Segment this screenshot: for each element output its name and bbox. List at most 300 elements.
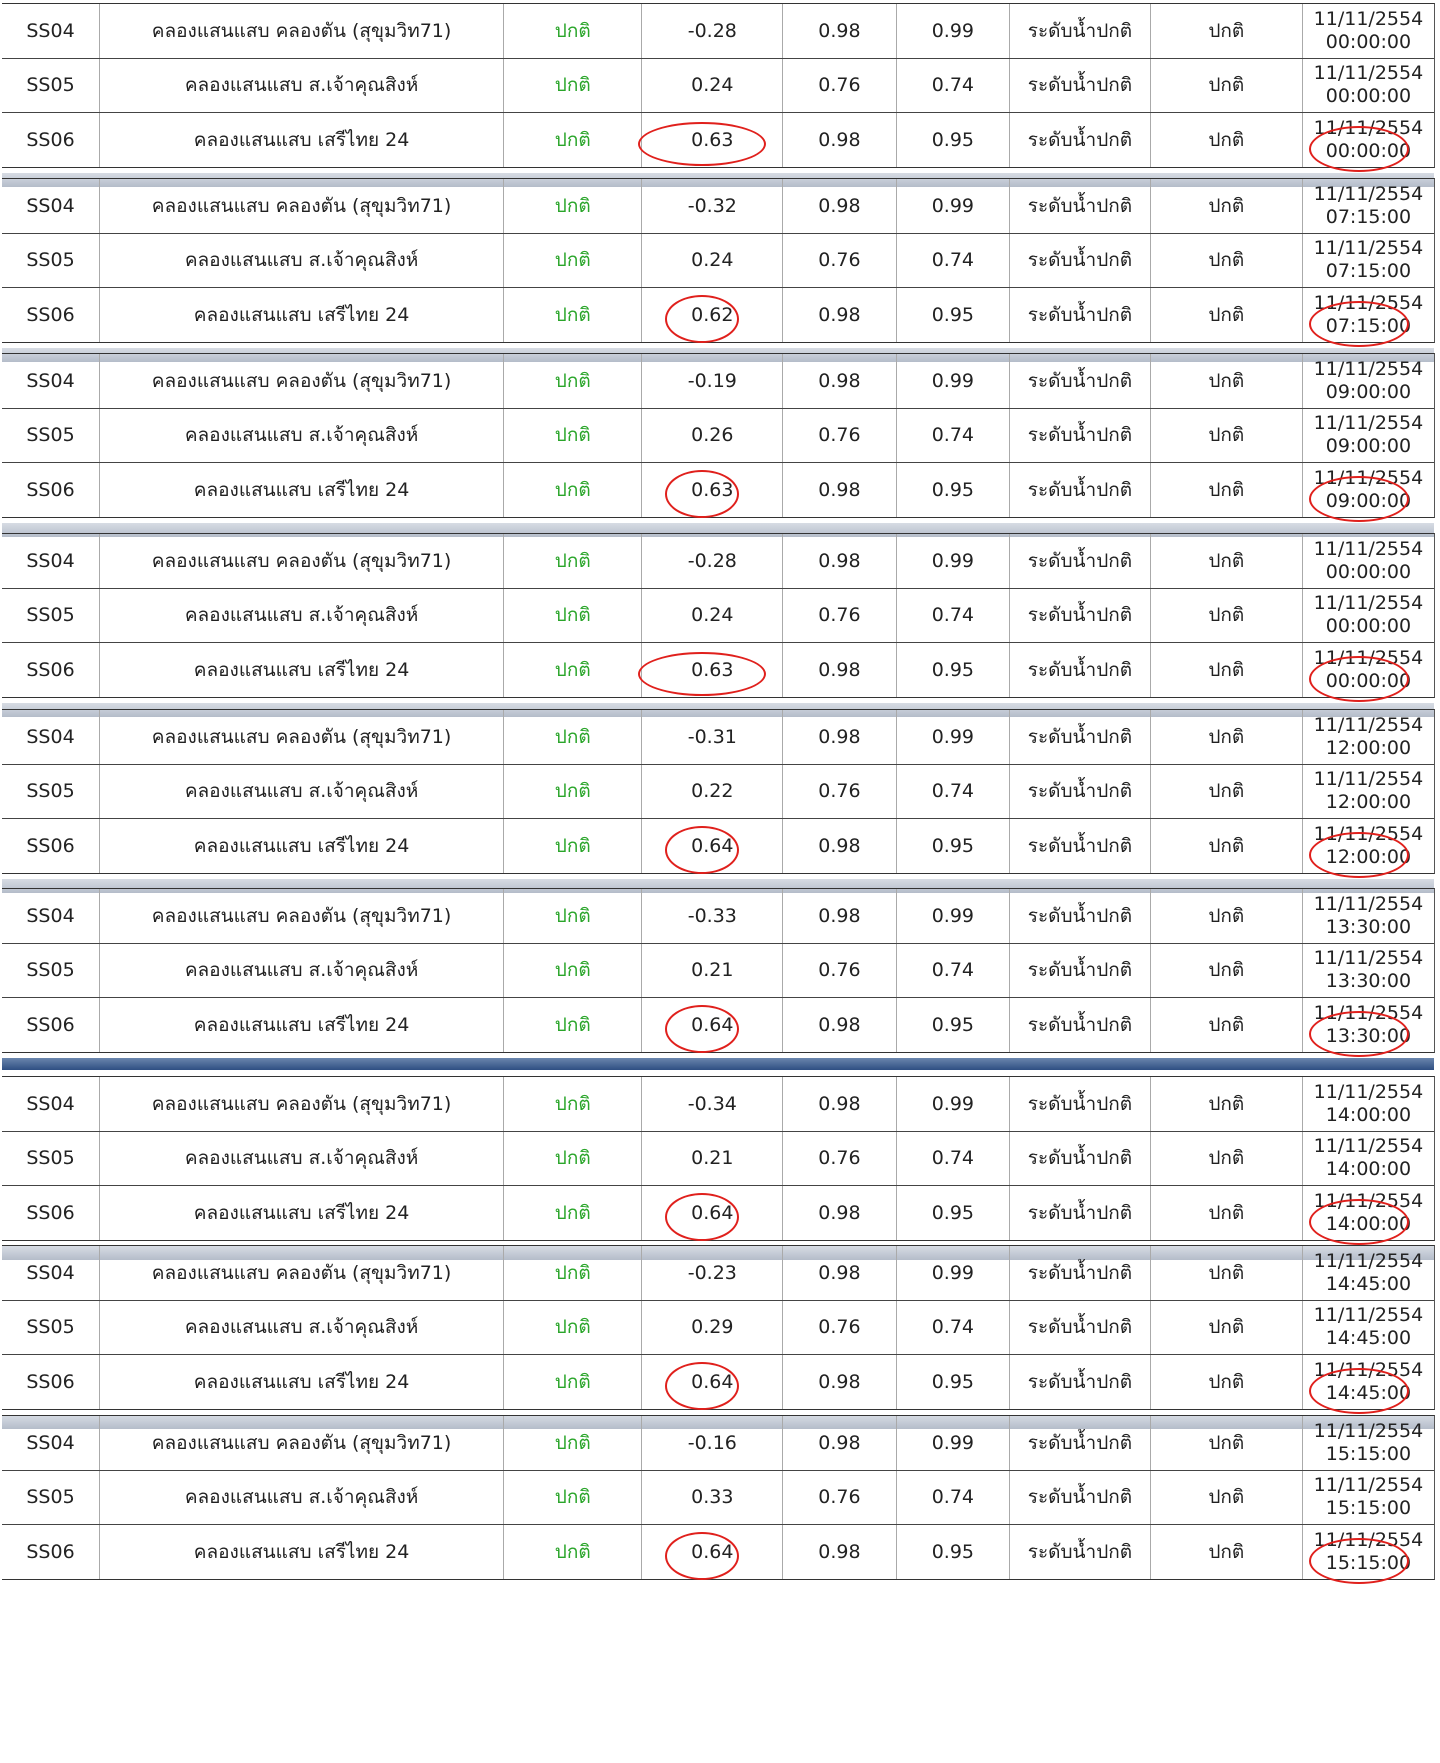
bank-level-b-cell: 0.74 <box>896 408 1009 463</box>
table-row <box>2 1077 1434 1131</box>
station-name-cell: คลองแสนแสบ ส.เจ้าคุณสิงห์ <box>100 1470 504 1525</box>
table-row <box>2 643 1434 697</box>
timestamp-time: 12:00:00 <box>1325 736 1412 759</box>
bank-level-b-cell: 0.95 <box>896 1525 1009 1579</box>
overall-status-cell: ปกติ <box>1150 1525 1302 1579</box>
table-row <box>2 58 1434 113</box>
overall-status-cell: ปกติ <box>1150 288 1302 342</box>
snapshot-table <box>2 1076 1435 1241</box>
station-status-cell: ปกติ <box>504 819 642 873</box>
table-row <box>2 1470 1434 1525</box>
station-code-cell: SS06 <box>2 1525 100 1579</box>
timestamp-cell <box>1302 354 1434 408</box>
station-code-cell: SS06 <box>2 113 100 167</box>
water-level-cell: -0.28 <box>642 4 783 58</box>
bank-level-b-cell: 0.95 <box>896 643 1009 697</box>
timestamp-time: 00:00:00 <box>1325 30 1412 53</box>
timestamp-date: 11/11/2554 <box>1313 592 1424 615</box>
timestamp-cell <box>1302 1131 1434 1186</box>
water-level-cell: -0.34 <box>642 1077 783 1131</box>
water-level-cell: 0.26 <box>642 408 783 463</box>
water-state-cell: ระดับน้ำปกติ <box>1010 288 1151 342</box>
timestamp-date: 11/11/2554 <box>1313 1419 1424 1442</box>
water-state-cell: ระดับน้ำปกติ <box>1010 998 1151 1052</box>
timestamp-cell <box>1302 113 1434 167</box>
timestamp-cell <box>1302 463 1434 517</box>
water-level-cell: 0.24 <box>642 233 783 288</box>
water-level-cell: 0.33 <box>642 1470 783 1525</box>
snapshot-table <box>2 709 1435 874</box>
station-name-cell: คลองแสนแสบ ส.เจ้าคุณสิงห์ <box>100 408 504 463</box>
station-name-cell: คลองแสนแสบ เสรีไทย 24 <box>100 1355 504 1409</box>
station-status-cell: ปกติ <box>504 998 642 1052</box>
station-name-cell: คลองแสนแสบ ส.เจ้าคุณสิงห์ <box>100 764 504 819</box>
bank-level-a-cell: 0.98 <box>783 288 896 342</box>
bank-level-b-cell: 0.99 <box>896 4 1009 58</box>
bank-level-b-cell: 0.95 <box>896 819 1009 873</box>
bank-level-a-cell: 0.76 <box>783 1300 896 1355</box>
timestamp-time: 14:00:00 <box>1325 1212 1412 1235</box>
overall-status-cell: ปกติ <box>1150 1300 1302 1355</box>
timestamp-date: 11/11/2554 <box>1313 1358 1424 1381</box>
water-level-cell: -0.23 <box>642 1246 783 1300</box>
bank-level-b-cell: 0.74 <box>896 1131 1009 1186</box>
timestamp-cell <box>1302 408 1434 463</box>
overall-status-cell: ปกติ <box>1150 710 1302 764</box>
bank-level-b-cell: 0.95 <box>896 113 1009 167</box>
overall-status-cell: ปกติ <box>1150 588 1302 643</box>
timestamp-cell <box>1302 1246 1434 1300</box>
bank-level-a-cell: 0.76 <box>783 588 896 643</box>
station-code-cell: SS06 <box>2 998 100 1052</box>
table-row <box>2 534 1434 588</box>
station-status-cell: ปกติ <box>504 1077 642 1131</box>
station-code-cell: SS06 <box>2 819 100 873</box>
station-status-cell: ปกติ <box>504 764 642 819</box>
table-row <box>2 943 1434 998</box>
bank-level-b-cell: 0.95 <box>896 1355 1009 1409</box>
overall-status-cell: ปกติ <box>1150 1077 1302 1131</box>
bank-level-a-cell: 0.98 <box>783 4 896 58</box>
station-code-cell: SS05 <box>2 408 100 463</box>
timestamp-time: 07:15:00 <box>1325 260 1412 283</box>
water-state-cell: ระดับน้ำปกติ <box>1010 113 1151 167</box>
timestamp-cell <box>1302 1355 1434 1409</box>
bank-level-a-cell: 0.76 <box>783 408 896 463</box>
timestamp-date: 11/11/2554 <box>1313 116 1424 139</box>
timestamp-time: 09:00:00 <box>1325 489 1412 512</box>
bank-level-b-cell: 0.74 <box>896 764 1009 819</box>
station-code-cell: SS04 <box>2 1246 100 1300</box>
water-level-cell: 0.24 <box>642 588 783 643</box>
overall-status-cell: ปกติ <box>1150 819 1302 873</box>
station-code-cell: SS05 <box>2 1470 100 1525</box>
timestamp-cell <box>1302 588 1434 643</box>
station-name-cell: คลองแสนแสบ ส.เจ้าคุณสิงห์ <box>100 1300 504 1355</box>
station-code-cell: SS06 <box>2 463 100 517</box>
station-code-cell: SS04 <box>2 534 100 588</box>
table-row <box>2 179 1434 233</box>
timestamp-time: 00:00:00 <box>1325 139 1412 162</box>
overall-status-cell: ปกติ <box>1150 1246 1302 1300</box>
table-row <box>2 354 1434 408</box>
overall-status-cell: ปกติ <box>1150 463 1302 517</box>
station-status-cell: ปกติ <box>504 1186 642 1240</box>
water-state-cell: ระดับน้ำปกติ <box>1010 1186 1151 1240</box>
timestamp-date: 11/11/2554 <box>1313 1135 1424 1158</box>
timestamp-time: 12:00:00 <box>1325 791 1412 814</box>
station-code-cell: SS06 <box>2 288 100 342</box>
timestamp-date: 11/11/2554 <box>1313 1249 1424 1272</box>
timestamp-time: 14:45:00 <box>1325 1381 1412 1404</box>
bank-level-a-cell: 0.98 <box>783 354 896 408</box>
station-code-cell: SS04 <box>2 4 100 58</box>
station-code-cell: SS04 <box>2 179 100 233</box>
water-level-cell: 0.64 <box>642 1355 783 1409</box>
timestamp-date: 11/11/2554 <box>1313 1189 1424 1212</box>
timestamp-cell <box>1302 1077 1434 1131</box>
overall-status-cell: ปกติ <box>1150 1416 1302 1470</box>
water-state-cell: ระดับน้ำปกติ <box>1010 1131 1151 1186</box>
timestamp-date: 11/11/2554 <box>1313 237 1424 260</box>
overall-status-cell: ปกติ <box>1150 1355 1302 1409</box>
timestamp-time: 00:00:00 <box>1325 615 1412 638</box>
snapshot-table <box>2 178 1435 343</box>
timestamp-time: 15:15:00 <box>1325 1551 1412 1574</box>
timestamp-date: 11/11/2554 <box>1313 1304 1424 1327</box>
bank-level-a-cell: 0.98 <box>783 1077 896 1131</box>
station-name-cell: คลองแสนแสบ คลองตัน (สุขุมวิท71) <box>100 4 504 58</box>
bank-level-b-cell: 0.74 <box>896 58 1009 113</box>
station-name-cell: คลองแสนแสบ คลองตัน (สุขุมวิท71) <box>100 1077 504 1131</box>
water-state-cell: ระดับน้ำปกติ <box>1010 1525 1151 1579</box>
bank-level-a-cell: 0.76 <box>783 233 896 288</box>
overall-status-cell: ปกติ <box>1150 943 1302 998</box>
timestamp-cell <box>1302 1525 1434 1579</box>
station-name-cell: คลองแสนแสบ ส.เจ้าคุณสิงห์ <box>100 58 504 113</box>
snapshot-table <box>2 533 1435 698</box>
bank-level-a-cell: 0.76 <box>783 764 896 819</box>
timestamp-time: 14:00:00 <box>1325 1103 1412 1126</box>
timestamp-time: 13:30:00 <box>1325 970 1412 993</box>
bank-level-b-cell: 0.74 <box>896 233 1009 288</box>
overall-status-cell: ปกติ <box>1150 233 1302 288</box>
bank-level-b-cell: 0.99 <box>896 1246 1009 1300</box>
timestamp-cell <box>1302 58 1434 113</box>
water-state-cell: ระดับน้ำปกติ <box>1010 58 1151 113</box>
timestamp-time: 12:00:00 <box>1325 845 1412 868</box>
table-row <box>2 764 1434 819</box>
station-status-cell: ปกติ <box>504 58 642 113</box>
bank-level-b-cell: 0.99 <box>896 1416 1009 1470</box>
water-state-cell: ระดับน้ำปกติ <box>1010 233 1151 288</box>
table-row <box>2 889 1434 943</box>
timestamp-date: 11/11/2554 <box>1313 537 1424 560</box>
timestamp-date: 11/11/2554 <box>1313 62 1424 85</box>
bank-level-b-cell: 0.74 <box>896 943 1009 998</box>
water-level-cell: 0.63 <box>642 643 783 697</box>
station-name-cell: คลองแสนแสบ ส.เจ้าคุณสิงห์ <box>100 588 504 643</box>
water-level-cell: 0.21 <box>642 1131 783 1186</box>
water-level-cell: 0.29 <box>642 1300 783 1355</box>
bank-level-a-cell: 0.76 <box>783 1470 896 1525</box>
snapshot-table <box>2 1245 1435 1410</box>
water-state-cell: ระดับน้ำปกติ <box>1010 1470 1151 1525</box>
overall-status-cell: ปกติ <box>1150 1186 1302 1240</box>
water-state-cell: ระดับน้ำปกติ <box>1010 408 1151 463</box>
station-code-cell: SS05 <box>2 588 100 643</box>
water-level-cell: 0.21 <box>642 943 783 998</box>
station-code-cell: SS05 <box>2 764 100 819</box>
timestamp-time: 00:00:00 <box>1325 669 1412 692</box>
water-level-cell: 0.24 <box>642 58 783 113</box>
table-row <box>2 463 1434 517</box>
timestamp-time: 07:15:00 <box>1325 314 1412 337</box>
station-status-cell: ปกติ <box>504 643 642 697</box>
timestamp-date: 11/11/2554 <box>1313 713 1424 736</box>
timestamp-time: 13:30:00 <box>1325 915 1412 938</box>
station-status-cell: ปกติ <box>504 1131 642 1186</box>
overall-status-cell: ปกติ <box>1150 998 1302 1052</box>
station-code-cell: SS04 <box>2 1077 100 1131</box>
water-state-cell: ระดับน้ำปกติ <box>1010 1077 1151 1131</box>
station-status-cell: ปกติ <box>504 1300 642 1355</box>
station-status-cell: ปกติ <box>504 113 642 167</box>
station-name-cell: คลองแสนแสบ ส.เจ้าคุณสิงห์ <box>100 943 504 998</box>
block-separator <box>2 1058 1434 1070</box>
timestamp-time: 00:00:00 <box>1325 85 1412 108</box>
timestamp-date: 11/11/2554 <box>1313 822 1424 845</box>
timestamp-date: 11/11/2554 <box>1313 1474 1424 1497</box>
table-row <box>2 4 1434 58</box>
bank-level-b-cell: 0.74 <box>896 588 1009 643</box>
timestamp-cell <box>1302 819 1434 873</box>
overall-status-cell: ปกติ <box>1150 354 1302 408</box>
snapshot-table <box>2 1415 1435 1580</box>
bank-level-a-cell: 0.98 <box>783 998 896 1052</box>
timestamp-date: 11/11/2554 <box>1313 7 1424 30</box>
bank-level-a-cell: 0.98 <box>783 1355 896 1409</box>
water-state-cell: ระดับน้ำปกติ <box>1010 764 1151 819</box>
timestamp-cell <box>1302 179 1434 233</box>
water-level-cell: -0.33 <box>642 889 783 943</box>
timestamp-time: 14:00:00 <box>1325 1158 1412 1181</box>
timestamp-date: 11/11/2554 <box>1313 646 1424 669</box>
timestamp-cell <box>1302 233 1434 288</box>
bank-level-b-cell: 0.99 <box>896 710 1009 764</box>
snapshot-table <box>2 353 1435 518</box>
station-status-cell: ปกติ <box>504 463 642 517</box>
station-name-cell: คลองแสนแสบ เสรีไทย 24 <box>100 463 504 517</box>
water-state-cell: ระดับน้ำปกติ <box>1010 1416 1151 1470</box>
table-row <box>2 1131 1434 1186</box>
table-row <box>2 1355 1434 1409</box>
station-status-cell: ปกติ <box>504 534 642 588</box>
water-state-cell: ระดับน้ำปกติ <box>1010 588 1151 643</box>
station-code-cell: SS04 <box>2 889 100 943</box>
water-level-cell: 0.22 <box>642 764 783 819</box>
bank-level-b-cell: 0.95 <box>896 998 1009 1052</box>
water-level-cell: 0.64 <box>642 819 783 873</box>
bank-level-a-cell: 0.98 <box>783 534 896 588</box>
station-status-cell: ปกติ <box>504 179 642 233</box>
water-level-cell: 0.63 <box>642 463 783 517</box>
timestamp-date: 11/11/2554 <box>1313 412 1424 435</box>
timestamp-date: 11/11/2554 <box>1313 768 1424 791</box>
bank-level-a-cell: 0.98 <box>783 1246 896 1300</box>
bank-level-a-cell: 0.98 <box>783 710 896 764</box>
station-name-cell: คลองแสนแสบ เสรีไทย 24 <box>100 1525 504 1579</box>
bank-level-b-cell: 0.74 <box>896 1300 1009 1355</box>
water-state-cell: ระดับน้ำปกติ <box>1010 1246 1151 1300</box>
station-name-cell: คลองแสนแสบ คลองตัน (สุขุมวิท71) <box>100 889 504 943</box>
timestamp-date: 11/11/2554 <box>1313 1001 1424 1024</box>
bank-level-a-cell: 0.76 <box>783 1131 896 1186</box>
timestamp-cell <box>1302 534 1434 588</box>
water-state-cell: ระดับน้ำปกติ <box>1010 4 1151 58</box>
table-row <box>2 288 1434 342</box>
water-state-cell: ระดับน้ำปกติ <box>1010 889 1151 943</box>
station-status-cell: ปกติ <box>504 233 642 288</box>
station-code-cell: SS05 <box>2 233 100 288</box>
overall-status-cell: ปกติ <box>1150 408 1302 463</box>
table-row <box>2 408 1434 463</box>
bank-level-a-cell: 0.98 <box>783 1525 896 1579</box>
water-level-cell: 0.64 <box>642 1525 783 1579</box>
timestamp-time: 15:15:00 <box>1325 1442 1412 1465</box>
station-status-cell: ปกติ <box>504 1246 642 1300</box>
station-code-cell: SS04 <box>2 710 100 764</box>
timestamp-time: 14:45:00 <box>1325 1327 1412 1350</box>
bank-level-a-cell: 0.98 <box>783 113 896 167</box>
station-code-cell: SS04 <box>2 354 100 408</box>
timestamp-cell <box>1302 889 1434 943</box>
timestamp-cell <box>1302 643 1434 697</box>
bank-level-a-cell: 0.98 <box>783 819 896 873</box>
station-name-cell: คลองแสนแสบ เสรีไทย 24 <box>100 113 504 167</box>
water-state-cell: ระดับน้ำปกติ <box>1010 354 1151 408</box>
station-code-cell: SS06 <box>2 1186 100 1240</box>
overall-status-cell: ปกติ <box>1150 889 1302 943</box>
bank-level-a-cell: 0.76 <box>783 58 896 113</box>
station-status-cell: ปกติ <box>504 943 642 998</box>
station-code-cell: SS05 <box>2 58 100 113</box>
station-name-cell: คลองแสนแสบ ส.เจ้าคุณสิงห์ <box>100 233 504 288</box>
table-row <box>2 998 1434 1052</box>
station-name-cell: คลองแสนแสบ คลองตัน (สุขุมวิท71) <box>100 1246 504 1300</box>
timestamp-cell <box>1302 1416 1434 1470</box>
bank-level-a-cell: 0.98 <box>783 643 896 697</box>
overall-status-cell: ปกติ <box>1150 764 1302 819</box>
station-code-cell: SS05 <box>2 1131 100 1186</box>
table-row <box>2 819 1434 873</box>
timestamp-time: 07:15:00 <box>1325 205 1412 228</box>
overall-status-cell: ปกติ <box>1150 4 1302 58</box>
station-name-cell: คลองแสนแสบ คลองตัน (สุขุมวิท71) <box>100 1416 504 1470</box>
table-row <box>2 588 1434 643</box>
station-name-cell: คลองแสนแสบ เสรีไทย 24 <box>100 643 504 697</box>
water-level-cell: 0.64 <box>642 998 783 1052</box>
station-code-cell: SS04 <box>2 1416 100 1470</box>
timestamp-time: 00:00:00 <box>1325 560 1412 583</box>
water-state-cell: ระดับน้ำปกติ <box>1010 943 1151 998</box>
station-name-cell: คลองแสนแสบ เสรีไทย 24 <box>100 1186 504 1240</box>
timestamp-date: 11/11/2554 <box>1313 466 1424 489</box>
water-level-cell: 0.64 <box>642 1186 783 1240</box>
bank-level-b-cell: 0.99 <box>896 889 1009 943</box>
water-state-cell: ระดับน้ำปกติ <box>1010 710 1151 764</box>
water-level-cell: -0.28 <box>642 534 783 588</box>
timestamp-date: 11/11/2554 <box>1313 947 1424 970</box>
timestamp-cell <box>1302 710 1434 764</box>
snapshot-table <box>2 888 1435 1053</box>
table-row <box>2 1525 1434 1579</box>
snapshot-table <box>2 3 1435 168</box>
station-code-cell: SS05 <box>2 943 100 998</box>
water-level-cell: -0.16 <box>642 1416 783 1470</box>
timestamp-time: 09:00:00 <box>1325 380 1412 403</box>
timestamp-cell <box>1302 288 1434 342</box>
bank-level-a-cell: 0.98 <box>783 463 896 517</box>
timestamp-date: 11/11/2554 <box>1313 1080 1424 1103</box>
bank-level-b-cell: 0.95 <box>896 1186 1009 1240</box>
timestamp-date: 11/11/2554 <box>1313 182 1424 205</box>
timestamp-cell <box>1302 4 1434 58</box>
bank-level-b-cell: 0.95 <box>896 463 1009 517</box>
timestamp-time: 14:45:00 <box>1325 1272 1412 1295</box>
station-status-cell: ปกติ <box>504 1355 642 1409</box>
bank-level-b-cell: 0.99 <box>896 354 1009 408</box>
bank-level-a-cell: 0.98 <box>783 1416 896 1470</box>
station-name-cell: คลองแสนแสบ คลองตัน (สุขุมวิท71) <box>100 354 504 408</box>
bank-level-a-cell: 0.98 <box>783 889 896 943</box>
timestamp-cell <box>1302 998 1434 1052</box>
station-status-cell: ปกติ <box>504 889 642 943</box>
overall-status-cell: ปกติ <box>1150 1131 1302 1186</box>
water-state-cell: ระดับน้ำปกติ <box>1010 1355 1151 1409</box>
timestamp-cell <box>1302 1186 1434 1240</box>
overall-status-cell: ปกติ <box>1150 58 1302 113</box>
timestamp-cell <box>1302 943 1434 998</box>
station-status-cell: ปกติ <box>504 1525 642 1579</box>
water-level-cell: 0.62 <box>642 288 783 342</box>
bank-level-b-cell: 0.99 <box>896 1077 1009 1131</box>
timestamp-cell <box>1302 1300 1434 1355</box>
bank-level-a-cell: 0.98 <box>783 1186 896 1240</box>
water-state-cell: ระดับน้ำปกติ <box>1010 463 1151 517</box>
station-status-cell: ปกติ <box>504 710 642 764</box>
water-state-cell: ระดับน้ำปกติ <box>1010 643 1151 697</box>
timestamp-date: 11/11/2554 <box>1313 1528 1424 1551</box>
station-name-cell: คลองแสนแสบ เสรีไทย 24 <box>100 819 504 873</box>
water-state-cell: ระดับน้ำปกติ <box>1010 179 1151 233</box>
bank-level-a-cell: 0.98 <box>783 179 896 233</box>
bank-level-b-cell: 0.95 <box>896 288 1009 342</box>
bank-level-b-cell: 0.99 <box>896 179 1009 233</box>
timestamp-cell <box>1302 764 1434 819</box>
station-name-cell: คลองแสนแสบ คลองตัน (สุขุมวิท71) <box>100 534 504 588</box>
water-level-cell: -0.31 <box>642 710 783 764</box>
timestamp-time: 13:30:00 <box>1325 1024 1412 1047</box>
station-status-cell: ปกติ <box>504 288 642 342</box>
water-state-cell: ระดับน้ำปกติ <box>1010 819 1151 873</box>
station-status-cell: ปกติ <box>504 1416 642 1470</box>
timestamp-time: 15:15:00 <box>1325 1497 1412 1520</box>
station-status-cell: ปกติ <box>504 354 642 408</box>
table-row <box>2 710 1434 764</box>
timestamp-date: 11/11/2554 <box>1313 291 1424 314</box>
table-row <box>2 1186 1434 1240</box>
